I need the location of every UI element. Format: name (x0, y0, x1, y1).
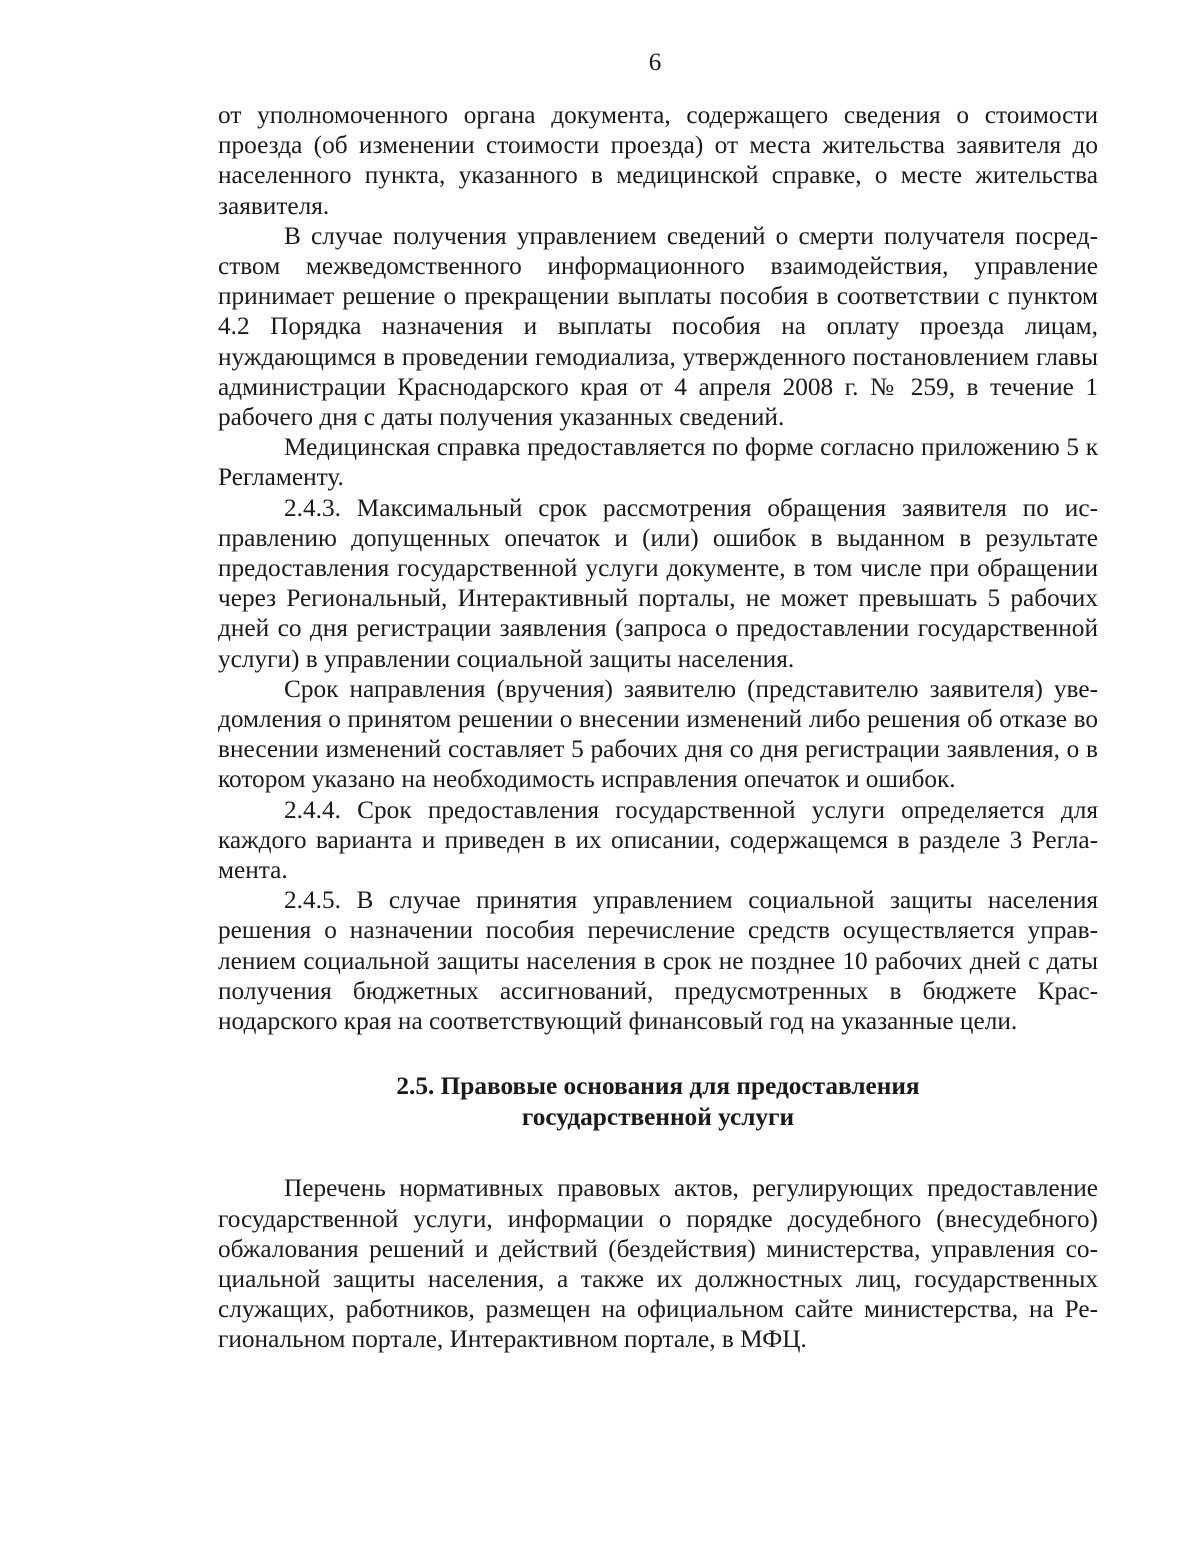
paragraph-legal-basis: Перечень нормативных правовых актов, регулирующих предоставление государственной услуги, информации о порядке досудебного (внесудебного) обжалования решений и действий (бездействия) министерства, управления социальной защиты населения, а также их должностных лиц, государственных служащих, работников, размещен на официальном сайте министерства, на Региональном портале, Интерактивном портале, в МФЦ. (218, 1174, 1098, 1354)
section-heading (218, 1071, 1098, 1133)
paragraph-death-notice: В случае получения управлением сведений о смерти получателя посредством межведомственного информационного взаимодействия, управление принимает решение о прекращении выплаты пособия в соответствии с пунктом 4.2 Порядка назначения и выплаты пособия на оплату проезда лицам, нуждающимся в проведении гемодиализа, утвержденного постановлением главы администрации Краснодарского края от 4 апреля 2008 г. № 259, в течение 1 рабочего дня с даты получения указанных сведений. (218, 221, 1098, 432)
paragraph-notification-term: Срок направления (вручения) заявителю (представителю заявителя) уведомления о принятом решении о внесении изменений либо решения об отказе во внесении изменений составляет 5 рабочих дня со дня регистрации заявления, о в котором указано на необходимость исправления опечаток и ошибок. (218, 674, 1098, 794)
section-heading-line-1: 2.5. Правовые основания для предоставления (396, 1072, 920, 1101)
paragraph-continuation: от уполномоченного органа документа, содержащего сведения о стоимости проезда (об изменении стоимости проезда) от места жительства заявителя до населенного пункта, указанного в медицинской справке, о месте жительства заявителя. (218, 101, 1098, 220)
section-heading-line-2: государственной услуги (521, 1103, 795, 1132)
paragraph-2-4-4: 2.4.4. Срок предоставления государственной услуги определяется для каждого варианта и приведен в их описании, содержащемся в разделе 3 Регламента. (218, 795, 1098, 885)
paragraph-medical-certificate: Медицинская справка предоставляется по форме согласно приложению 5 к Регламенту. (218, 433, 1098, 492)
paragraph-2-4-3: 2.4.3. Максимальный срок рассмотрения обращения заявителя по исправлению допущенных опечаток и (или) ошибок в выданном в результате предоставления государственной услуги документе, в том числе при обращении через Региональный, Интерактивный порталы, не может превышать 5 рабочих дней со дня регистрации заявления (запроса о предоставлении государственной услуги) в управлении социальной защиты населения. (218, 493, 1098, 673)
page-number: 6 (648, 49, 662, 76)
document-body (218, 100, 1098, 1355)
paragraph-2-4-5: 2.4.5. В случае принятия управлением социальной защиты населения решения о назначении пособия перечисление средств осуществляется управлением социальной защиты населения в срок не позднее 10 рабочих дней с даты получения бюджетных ассигнований, предусмотренных в бюджете Краснодарского края на соответствующий финансовый год на указанные цели. (218, 886, 1098, 1036)
